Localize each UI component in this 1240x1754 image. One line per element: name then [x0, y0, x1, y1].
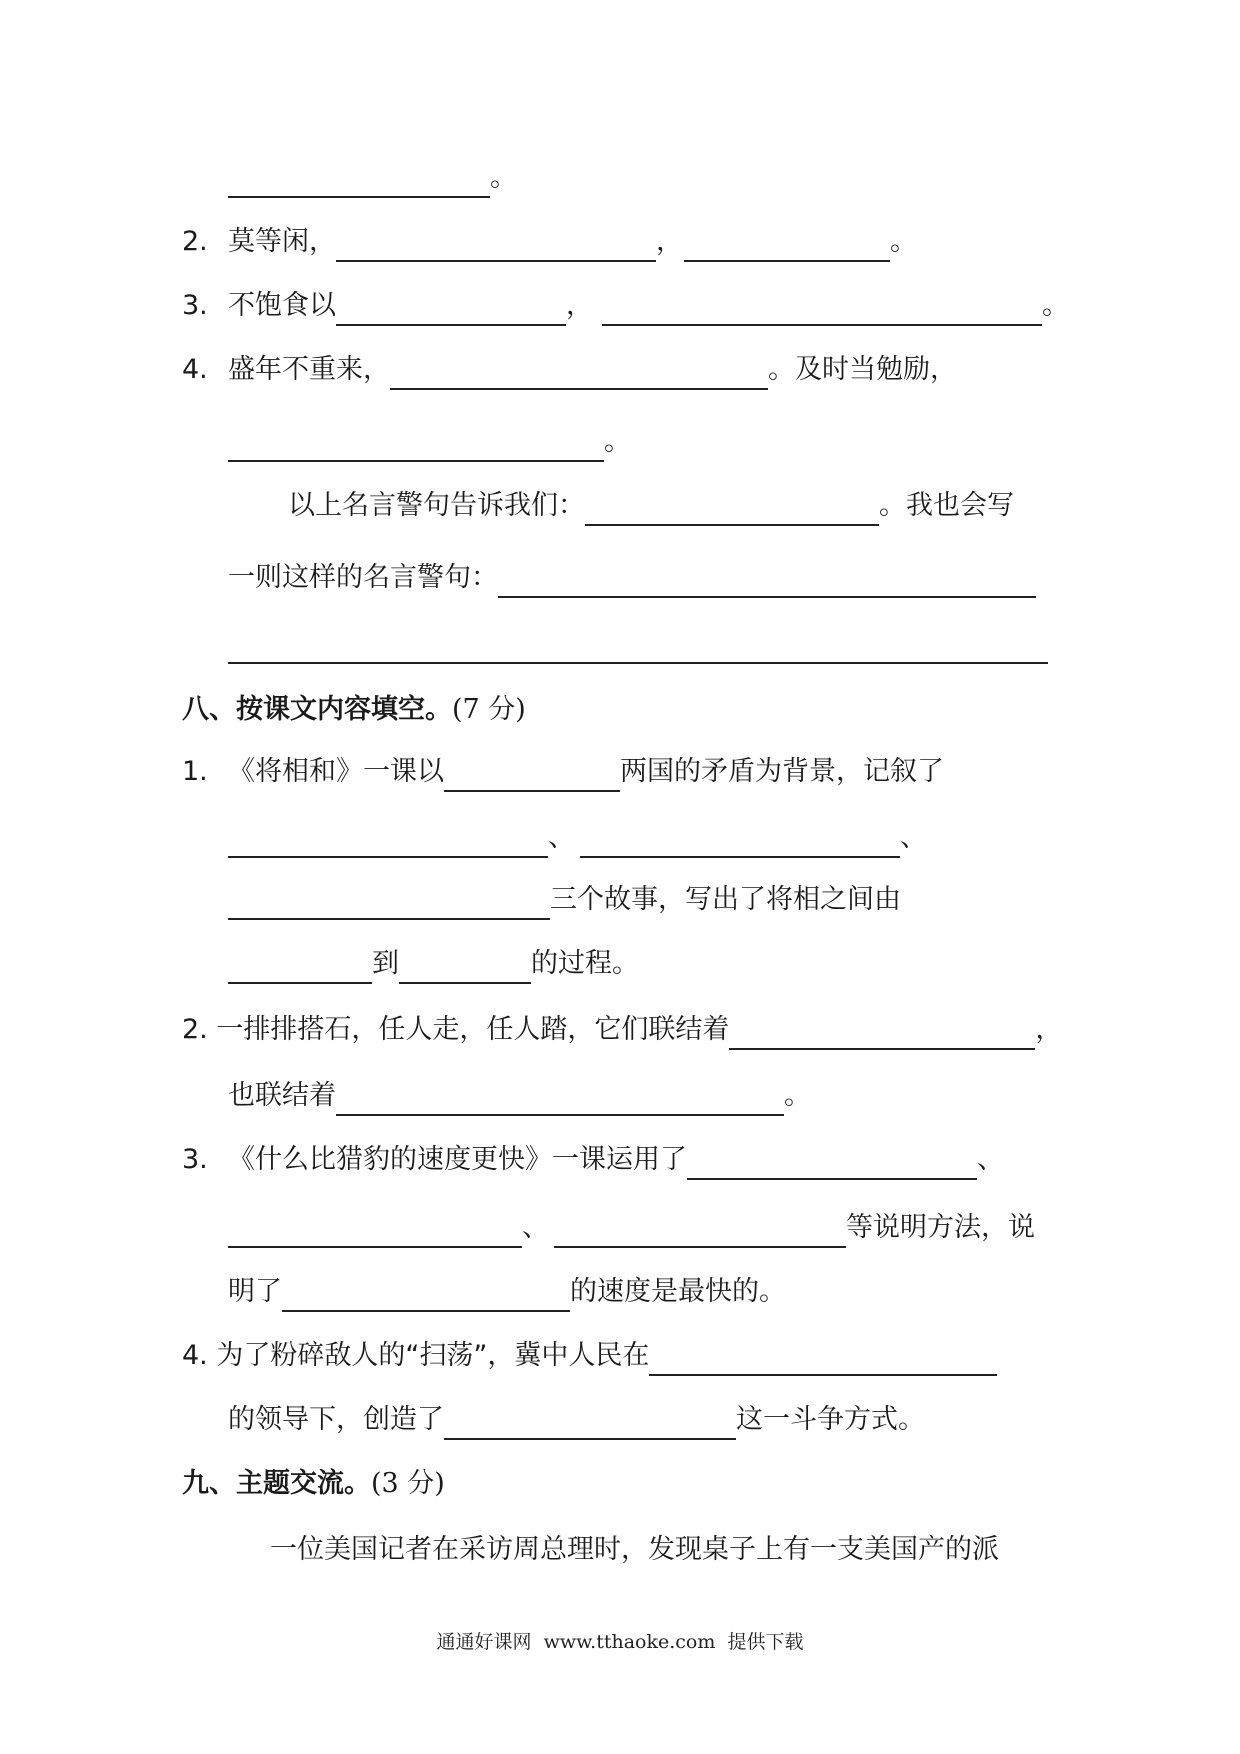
answer-blank[interactable]: [336, 224, 656, 262]
q8-item1-line3: 三个故事，写出了将相之间由: [228, 880, 901, 928]
q7-summary: 以上名言警句告诉我们： 。我也会写: [288, 486, 1014, 534]
answer-blank[interactable]: [282, 1274, 570, 1312]
answer-blank[interactable]: [336, 1078, 784, 1116]
answer-blank[interactable]: [729, 1012, 1035, 1050]
q7-item4-line2: 。: [228, 422, 631, 470]
q7-write-own-line2: [228, 624, 1048, 672]
q8-item3: 3. 《什么比猎豹的速度更快》一课运用了 、: [182, 1140, 1004, 1188]
answer-blank[interactable]: [580, 820, 900, 858]
answer-blank[interactable]: [228, 820, 548, 858]
answer-blank[interactable]: [444, 754, 620, 792]
score-label: (3 分): [371, 1468, 445, 1499]
item-number: 2.: [182, 226, 208, 257]
q8-item2-line2: 也联结着 。: [228, 1076, 811, 1124]
q7-write-own: 一则这样的名言警句：: [228, 558, 1036, 606]
answer-blank[interactable]: [554, 1210, 846, 1248]
item-number: 4.: [182, 354, 208, 385]
section-heading-9: 九、主题交流。(3 分): [182, 1464, 445, 1512]
answer-blank[interactable]: [585, 488, 879, 526]
answer-blank[interactable]: [444, 1402, 736, 1440]
q8-item4-line2: 的领导下，创造了 这一斗争方式。: [228, 1400, 925, 1448]
item-number: 3.: [182, 290, 208, 321]
answer-blank[interactable]: [684, 224, 890, 262]
item-number: 3.: [182, 1144, 208, 1175]
answer-blank[interactable]: [649, 1338, 997, 1376]
q8-item2: 2. 一排排搭石，任人走，任人踏，它们联结着 ，: [182, 1010, 1062, 1058]
answer-blank[interactable]: [336, 288, 566, 326]
answer-blank[interactable]: [228, 882, 550, 920]
answer-blank[interactable]: [390, 352, 768, 390]
q8-item3-line3: 明了 的速度是最快的。: [228, 1272, 786, 1320]
answer-blank[interactable]: [228, 160, 490, 198]
q8-item1: 1. 《将相和》一课以 两国的矛盾为背景，记叙了: [182, 752, 944, 800]
q8-item3-line2: 、 等说明方法，说: [228, 1208, 1035, 1256]
answer-blank[interactable]: [498, 560, 1036, 598]
footer: 通通好课网 www.tthaoke.com 提供下载: [436, 1631, 804, 1653]
answer-blank[interactable]: [687, 1142, 977, 1180]
q8-item4: 4. 为了粉碎敌人的“扫荡”，冀中人民在: [182, 1336, 997, 1384]
answer-blank[interactable]: [228, 626, 1048, 664]
answer-blank[interactable]: [228, 424, 604, 462]
q7-item4: 4. 盛年不重来， 。及时当勉励，: [182, 350, 957, 398]
q8-item1-line2: 、 、: [228, 818, 927, 866]
answer-blank[interactable]: [228, 1210, 522, 1248]
item-number: 1.: [182, 756, 208, 787]
score-label: (7 分): [452, 694, 526, 725]
answer-blank[interactable]: [602, 288, 1042, 326]
answer-blank[interactable]: [399, 946, 531, 984]
q7-item2: 2. 莫等闲， ， 。: [182, 222, 917, 270]
answer-blank[interactable]: [228, 946, 372, 984]
section-heading-8: 八、按课文内容填空。(7 分): [182, 690, 526, 738]
q7-item3: 3. 不饱食以 ， 。: [182, 286, 1069, 334]
q8-item1-line4: 到 的过程。: [228, 944, 639, 992]
q7-line1: 。: [228, 158, 517, 206]
q9-paragraph: 一位美国记者在采访周总理时，发现桌子上有一支美国产的派: [270, 1534, 999, 1565]
